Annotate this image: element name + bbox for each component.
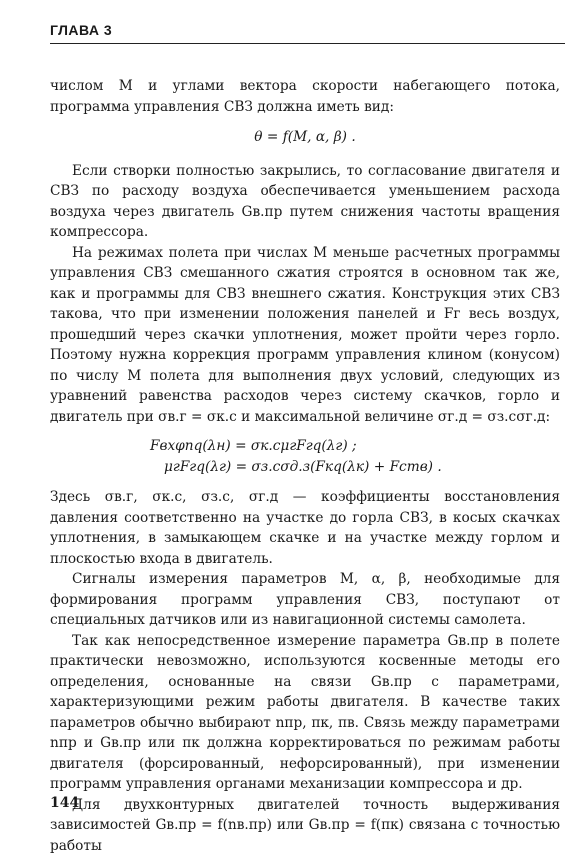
paragraph: числом М и углами вектора скорости набегающего потока, программа управления СВЗ должна иметь вид: [50,76,560,117]
equation-2: μгFгq(λг) = σз.сσд.з(Fкq(λк) + Fств) . [150,457,560,478]
paragraph: Для двухконтурных двигателей точность выдерживания зависимостей Gв.пр = f(nв.пр) или Gв.пр = f(πк) связана с точностью работы [50,795,560,856]
paragraph: Если створки полностью закрылись, то согласование двигателя и СВЗ по расходу воздуха обеспечивается уменьшением расхода воздуха через двигатель Gв.пр путем снижения частоты вращения компрессора. [50,161,560,243]
paragraph: Сигналы измерения параметров М, α, β, необходимые для формирования программ управления СВЗ, поступают от специальных датчиков или из навигационной системы самолета. [50,569,560,631]
equation-1: Fвхφпq(λн) = σк.сμгFгq(λг) ; [150,436,560,457]
page-body [50,76,560,856]
page-number: 144 [50,795,79,811]
paragraph: На режимах полета при числах М меньше расчетных программы управления СВЗ смешанного сжатия строятся в основном так же, как и программы для СВЗ внешнего сжатия. Конструкция этих СВЗ такова, что при изменении положения панелей и Fг весь воздух, прошедший через скачки уплотнения, может пройти через горло. Поэтому нужна коррекция программ управления клином (конусом) по числу М полета для выполнения двух условий, следующих из уравнений равенства расходов через систему скачков, горло и двигатель при σв.г = σк.с и максимальной величине σг.д = σз.сσг.д: [50,243,560,428]
header-rule [50,43,565,44]
paragraph: Здесь σв.г, σк.с, σз.с, σг.д — коэффициенты восстановления давления соответственно на участке до горла СВЗ, в косых скачках уплотнения, в замыкающем скачке и на участке между горлом и плоскостью входа в двигатель. [50,487,560,569]
running-header: ГЛАВА 3 [50,22,560,38]
formula-theta: θ = f(M, α, β) . [50,127,560,148]
equation-system [150,436,560,478]
paragraph: Так как непосредственное измерение параметра Gв.пр в полете практически невозможно, используются косвенные методы его определения, основанные на связи Gв.пр с параметрами, характеризующими режим работы двигателя. В качестве таких параметров обычно выбирают nпр, πк, πв. Связь между параметрами nпр и Gв.пр или πк должна корректироваться по режимам работы двигателя (форсированный, нефорсированный), при изменении программ управления органами механизации компрессора и др. [50,631,560,795]
